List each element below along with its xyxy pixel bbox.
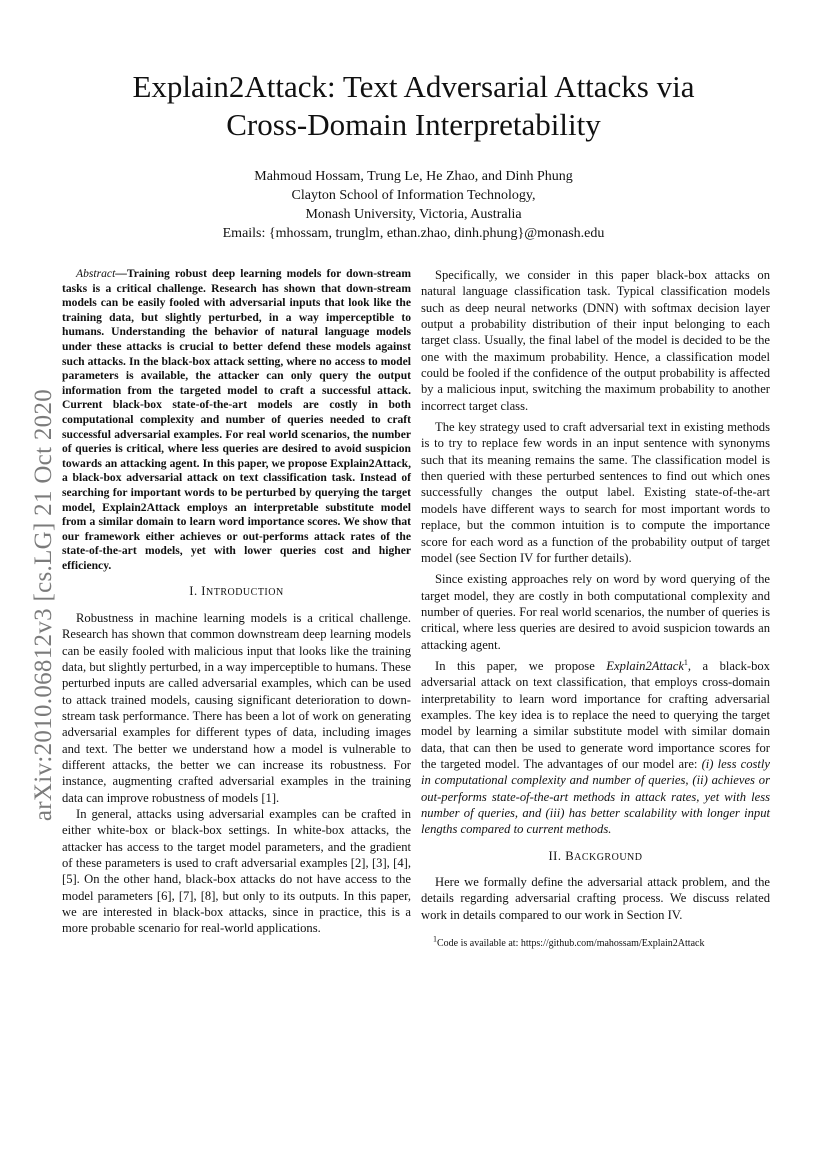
left-column	[62, 267, 411, 937]
arxiv-identifier-text: arXiv:2010.06812v3 [cs.LG] 21 Oct 2020	[30, 388, 57, 822]
intro-paragraph-4: The key strategy used to craft adversarial text in existing methods is to try to replace few words in an input sentence with synonyms such that its meaning remains the same. The classification model is then queried with these perturbed sentences to find out which ones successfully changes the output label. Existing state-of-the-art models have different ways to search for most important words to replace, but the common intuition is to compute the importance score for each word as a function of the probability output of target model (see Section IV for further details).	[421, 420, 770, 565]
arxiv-identifier	[26, 365, 62, 845]
section-title-rest: ACKGROUND	[574, 851, 643, 863]
p6-start: In this paper, we propose	[435, 658, 607, 673]
affiliation-line-1: Clayton School of Information Technology,	[291, 188, 536, 203]
title-line-2: Cross-Domain Interpretability	[226, 107, 601, 142]
title-line-1: Explain2Attack: Text Adversarial Attacks via	[132, 69, 695, 104]
section-title-first: I	[201, 584, 206, 599]
intro-paragraph-2: In general, attacks using adversarial examples can be crafted in either white-box or black-box settings. In white-box attacks, the attacker has access to the target model parameters, and the gradient of these parameters is used to craft adversarial examples [2], [3], [4], [5]. On the other hand, black-box attacks do not have access to the model parameters [6], [7], [8], but only to its outputs. In this paper, we are interested in black-box attacks, since in practice, this is a more probable scenario for real-world applications.	[62, 806, 411, 936]
footnote-text: Code is available at: https://github.com/mahossam/Explain2Attack	[437, 938, 705, 950]
footnote-ref: 1	[683, 657, 688, 667]
section-title-first: B	[565, 848, 575, 863]
p6-middle: , a black-box adversarial attack on text classification, that employs cross-domain interpretability to learn word importance for crafting adversarial examples. The key idea is to replace the need to querying the target model by learning a similar substitute model with similar domain data, that can then be used to generate word importance scores for the targeted model. The advantages of our model are:	[421, 658, 770, 771]
advantages-list: (i) less costly in computational complexity and number of queries, (ii) achieves or out-performs state-of-the-art methods in attack rates, yet with less number of queries, and (iii) has better scalability with longer input lengths compared to current methods.	[421, 756, 771, 837]
intro-paragraph-6	[421, 658, 770, 838]
footnote	[421, 934, 770, 950]
abstract-label: Abstract	[76, 267, 116, 280]
intro-paragraph-3: Specifically, we consider in this paper black-box attacks on natural language classification task. Typical classification models such as deep neural networks (DNN) with softmax decision layer output a probability distribution of their input belonging to each target class. Usually, the final label of the model is decided to be the one with the maximum probability. Hence, a classification model could be fooled if the confidence of the output probability is affected by a malicious input, switching the maximum probability to another incorrect target class.	[421, 268, 770, 413]
paper-title	[90, 68, 737, 144]
section-numeral: I.	[189, 584, 198, 599]
background-paragraph-1: Here we formally define the adversarial attack problem, and the details regarding adversarial crafting process. We discuss related work in details compared to our work in Section IV.	[421, 875, 770, 922]
intro-paragraph-1: Robustness in machine learning models is a critical challenge. Research has shown that common downstream deep learning models can be easily fooled with malicious input that looks like the training data, but slightly perturbed, in a way imperceptible to humans. These perturbed inputs are called adversarial examples, which can be used to attack trained models, causing significant deterioration to down-stream task performance. There has been a lot of work on generating adversarial examples for different types of data, including images and text. The better we understand how a model is vulnerable to different attacks, the better we can increase its robustness. For instance, augmenting crafted adversarial examples in the training data can improve robustness of models [1].	[62, 610, 411, 805]
author-block	[150, 167, 677, 243]
intro-paragraph-5: Since existing approaches rely on word by word querying of the target model, they are costly in both computational complexity and number of queries. For real world scenarios, the number of queries is critical, where less queries are desired to avoid suspicion towards an attacking agent.	[421, 572, 770, 652]
section-numeral: II.	[548, 848, 562, 863]
section-title-rest: NTRODUCTION	[205, 587, 284, 599]
section-heading-introduction	[62, 583, 411, 601]
author-names: Mahmoud Hossam, Trung Le, He Zhao, and Dinh Phung	[254, 169, 573, 184]
method-name: Explain2Attack	[606, 658, 684, 673]
affiliation-line-2: Monash University, Victoria, Australia	[305, 207, 522, 222]
footnote-mark: 1	[433, 934, 437, 944]
section-heading-background	[421, 848, 770, 866]
right-column	[421, 267, 770, 950]
author-emails: Emails: {mhossam, trunglm, ethan.zhao, dinh.phung}@monash.edu	[222, 226, 605, 241]
abstract	[62, 267, 411, 573]
abstract-text: —Training robust deep learning models for down-stream tasks is a critical challenge. Research has shown that down-stream models can be easily fooled with adversarial inputs that look like the training data, but slightly perturbed, in a way imperceptible to humans. Understanding the behavior of natural language models under these attacks is crucial to better defend these models against such attacks. In the black-box attack setting, where no access to model parameters is available, the attacker can only query the output information from the targeted model to craft a successful attack. Current black-box state-of-the-art models are costly in both computational complexity and number of queries needed to craft successful adversarial examples. For real world scenarios, the number of queries is critical, where less queries are desired to avoid suspicion towards an attacking agent. In this paper, we propose Explain2Attack, a black-box adversarial attack on text classification task. Instead of searching for important words to be perturbed by querying the target model, Explain2Attack employs an interpretable substitute model from a similar domain to learn word importance scores. We show that our framework either achieves or out-performs attack rates of the state-of-the-art models, yet with lower queries cost and higher efficiency.	[62, 267, 411, 572]
